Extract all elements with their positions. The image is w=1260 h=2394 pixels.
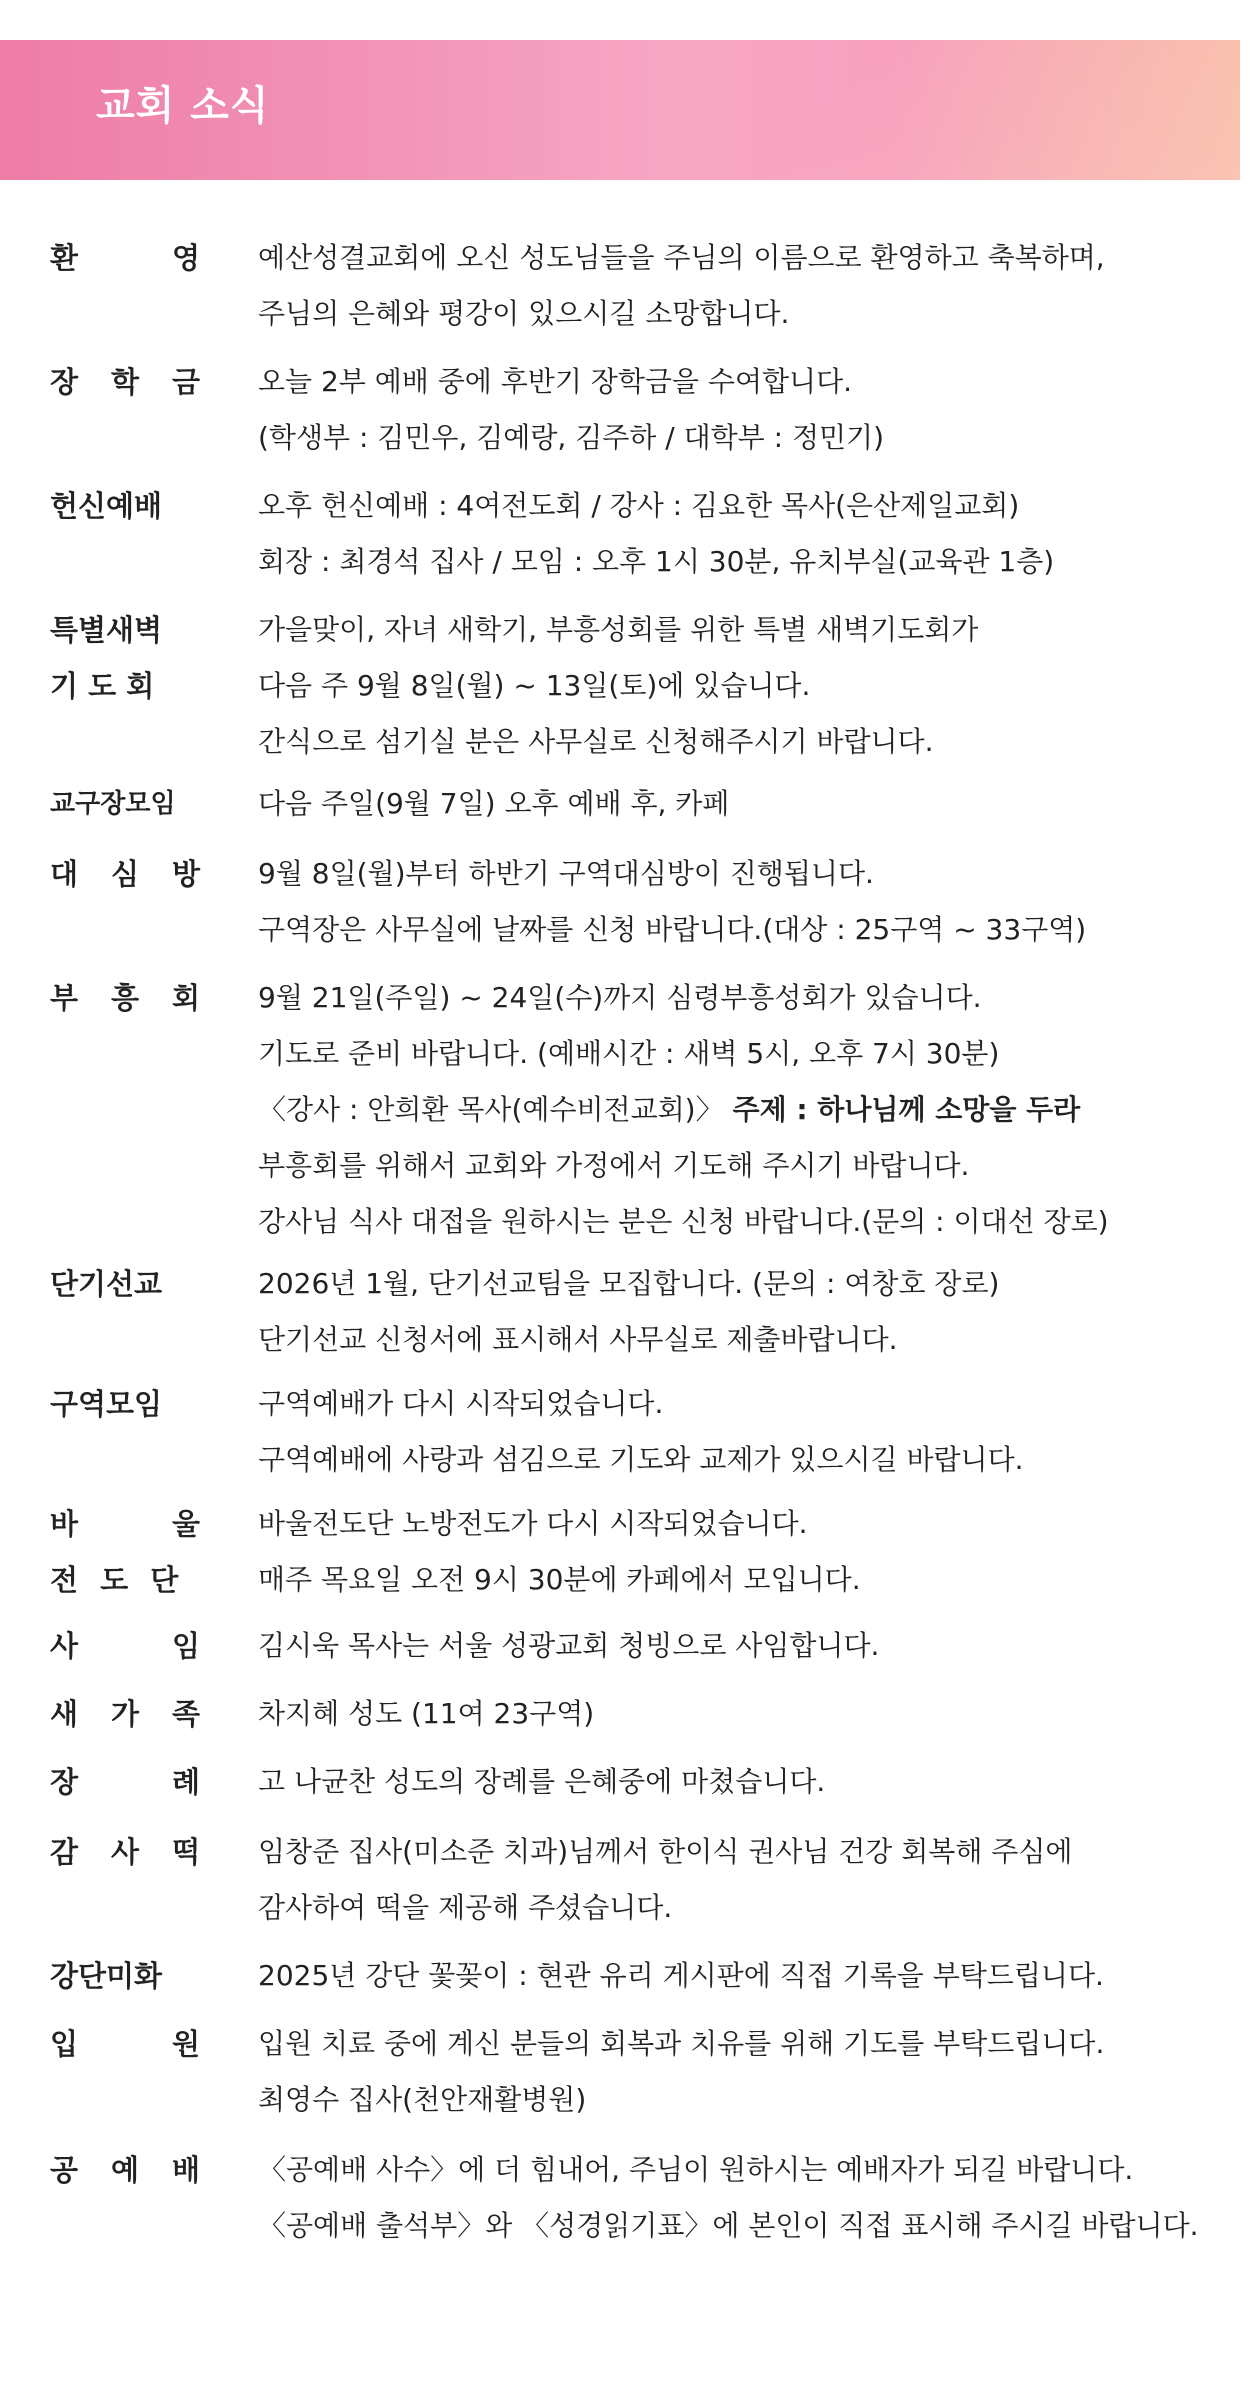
item-label: 바 울 전 도 단 [50, 1507, 200, 1597]
item-label: 공 예 배 [50, 2153, 200, 2187]
item-label: 대 심 방 [50, 857, 200, 891]
item-label: 사 임 [50, 1629, 200, 1663]
item-body: 고 나균찬 성도의 장례를 은혜중에 마쳤습니다. [258, 1765, 826, 1798]
item-body: 다음 주일(9월 7일) 오후 예배 후, 카페 [258, 787, 730, 820]
item-label: 장 학 금 [50, 365, 200, 399]
item-body: 오후 헌신예배 : 4여전도회 / 강사 : 김요한 목사(은산제일교회) 회장 : 최경석 집사 / 모임 : 오후 1시 30분, 유치부실(교육관 1층) [258, 489, 1055, 578]
item-label: 부 흥 회 [50, 981, 200, 1015]
item-body: 오늘 2부 예배 중에 후반기 장학금을 수여합니다. (학생부 : 김민우, 김예랑, 김주하 / 대학부 : 정민기) [258, 365, 885, 454]
item-label: 특별새벽 기 도 회 [50, 613, 163, 703]
item-label: 구역모임 [50, 1387, 163, 1421]
item-label: 강단미화 [50, 1959, 163, 1993]
item-label: 입 원 [50, 2027, 200, 2061]
item-body: 입원 치료 중에 계신 분들의 회복과 치유를 위해 기도를 부탁드립니다. 최영수 집사(천안재활병원) [258, 2027, 1105, 2116]
item-body: 바울전도단 노방전도가 다시 시작되었습니다. 매주 목요일 오전 9시 30분에 카페에서 모입니다. [258, 1507, 861, 1596]
item-body: 2026년 1월, 단기선교팀을 모집합니다. (문의 : 여창호 장로) 단기선교 신청서에 표시해서 사무실로 제출바랍니다. [258, 1267, 1000, 1356]
item-body: 예산성결교회에 오신 성도님들을 주님의 이름으로 환영하고 축복하며, 주님의 은혜와 평강이 있으시길 소망합니다. [258, 241, 1105, 330]
item-body: 차지혜 성도 (11여 23구역) [258, 1697, 595, 1730]
item-body: 2025년 강단 꽃꽂이 : 현관 유리 게시판에 직접 기록을 부탁드립니다. [258, 1959, 1104, 1992]
item-body: 9월 8일(월)부터 하반기 구역대심방이 진행됩니다. 구역장은 사무실에 날짜를 신청 바랍니다.(대상 : 25구역 ~ 33구역) [258, 857, 1087, 946]
item-label: 감 사 떡 [50, 1835, 200, 1869]
item-label: 단기선교 [50, 1267, 163, 1301]
page-title: 교회 소식 [96, 83, 270, 129]
revival-theme: 주제 : 하나님께 소망을 두라 [732, 1093, 1081, 1126]
item-label: 헌신예배 [50, 489, 163, 523]
item-body: 가을맞이, 자녀 새학기, 부흥성회를 위한 특별 새벽기도회가 다음 주 9월 8일(월) ~ 13일(토)에 있습니다. 간식으로 섬기실 분은 사무실로 신청해주시기 바랍니다. [258, 613, 979, 758]
item-label: 새 가 족 [50, 1697, 200, 1731]
item-body: 임창준 집사(미소준 치과)님께서 한이식 권사님 건강 회복해 주심에 감사하여 떡을 제공해 주셨습니다. [258, 1835, 1073, 1924]
item-label: 장 례 [50, 1765, 200, 1799]
item-label: 교구장모임 [50, 789, 176, 819]
item-body: 9월 21일(주일) ~ 24일(수)까지 심령부흥성회가 있습니다. 기도로 준비 바랍니다. (예배시간 : 새벽 5시, 오후 7시 30분) 〈강사 : 안희환 목사(예수비전교회)〉 주제 : 하나님께 소망을 두라 부흥회를 위해서 교회와 가정에서 기도해 주시기 바랍니다. 강사님 식사 대접을 원하시는 분은 신청 바랍니다.(문의 : 이대선 장로) [258, 981, 1109, 1238]
item-body: 〈공예배 사수〉에 더 힘내어, 주님이 원하시는 예배자가 되길 바랍니다. 〈공예배 출석부〉와 〈성경읽기표〉에 본인이 직접 표시해 주시길 바랍니다. [258, 2153, 1199, 2242]
item-label: 환 영 [50, 241, 200, 275]
item-body: 구역예배가 다시 시작되었습니다. 구역예배에 사랑과 섬김으로 기도와 교제가 있으시길 바랍니다. [258, 1387, 1024, 1476]
header-banner [0, 40, 1240, 180]
item-body: 김시욱 목사는 서울 성광교회 청빙으로 사임합니다. [258, 1629, 880, 1662]
